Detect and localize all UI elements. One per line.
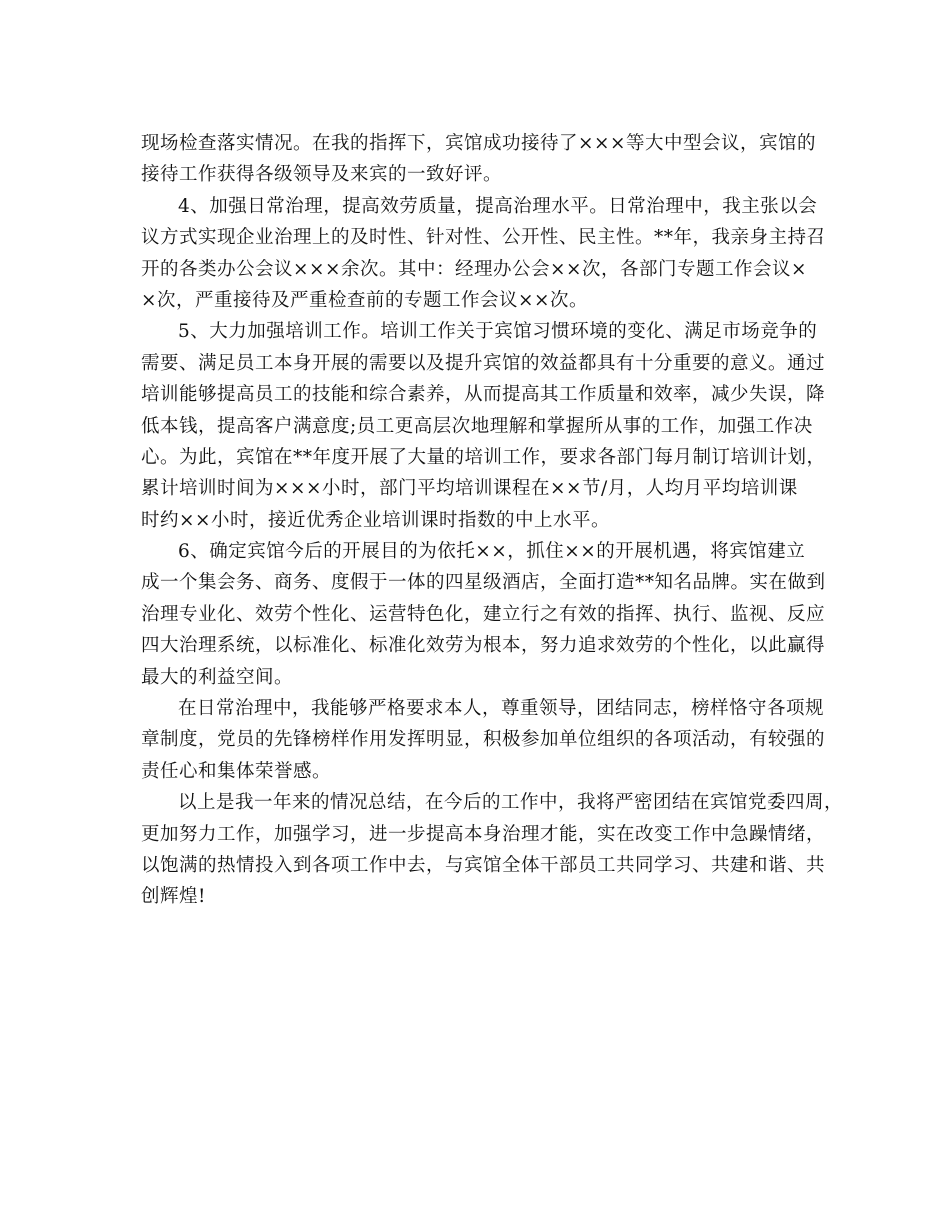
text-line: 培训能够提高员工的技能和综合素养，从而提高其工作质量和效率，减少失误，降 (141, 384, 826, 406)
text-line: 四大治理系统，以标准化、标准化效劳为根本，努力追求效劳的个性化，以此赢得 (141, 635, 826, 657)
paragraph-development-goals (141, 536, 826, 693)
paragraph-training-work (141, 316, 826, 536)
text-line: 责任心和集体荣誉感。 (141, 760, 332, 782)
text-line: 现场检查落实情况。在我的指挥下，宾馆成功接待了×××等大中型会议，宾馆的 (141, 133, 817, 154)
text-line: 累计培训时间为×××小时，部门平均培训课程在××节/月，人均月平均培训课 (141, 478, 798, 500)
text-line: 低本钱，提高客户满意度;员工更高层次地理解和掌握所从事的工作，加强工作决 (141, 415, 813, 437)
text-line: 成一个集会务、商务、度假于一体的四星级酒店，全面打造**知名品牌。实在做到 (141, 572, 826, 594)
text-line: 心。为此，宾馆在**年度开展了大量的培训工作，要求各部门每月制订培训计划， (141, 446, 826, 468)
paragraph-conclusion (141, 787, 844, 913)
text-line: 开的各类办公会议×××余次。其中：经理办公会××次，各部门专题工作会议× (141, 258, 808, 280)
text-line: 需要、满足员工本身开展的需要以及提升宾馆的效益都具有十分重要的意义。通过 (141, 352, 826, 374)
text-line: 6、确定宾馆今后的开展目的为依托××，抓住××的开展机遇，将宾馆建立 (178, 541, 806, 563)
text-line: 4、加强日常治理，提高效劳质量，提高治理水平。日常治理中，我主张以会 (178, 195, 818, 217)
text-line: 更加努力工作，加强学习，进一步提高本身治理才能，实在改变工作中急躁情绪， (141, 823, 826, 845)
text-line: 时约××小时，接近优秀企业培训课时指数的中上水平。 (141, 509, 611, 531)
text-line: 创辉煌! (141, 886, 206, 908)
text-line: 议方式实现企业治理上的及时性、针对性、公开性、民主性。**年，我亲身主持召 (141, 227, 826, 249)
text-line: 在日常治理中，我能够严格要求本人，尊重领导，团结同志，榜样恪守各项规 (178, 698, 825, 720)
paragraph-personal-conduct (141, 693, 826, 787)
text-line: 接待工作获得各级领导及来宾的一致好评。 (141, 164, 503, 186)
text-line: 5、大力加强培训工作。培训工作关于宾馆习惯环境的变化、满足市场竞争的 (178, 321, 818, 343)
text-line: 以上是我一年来的情况总结，在今后的工作中，我将严密团结在宾馆党委四周， (178, 792, 844, 814)
text-line: ×次，严重接待及严重检查前的专题工作会议××次。 (141, 289, 589, 311)
text-line: 章制度，党员的先锋榜样作用发挥明显，积极参加单位组织的各项活动，有较强的 (141, 729, 826, 751)
text-line: 最大的利益空间。 (141, 666, 294, 688)
paragraph-daily-management (141, 191, 826, 317)
text-line: 治理专业化、效劳个性化、运营特色化，建立行之有效的指挥、执行、监视、反应 (141, 603, 826, 625)
document-body (141, 128, 844, 913)
paragraph-reception-results (141, 128, 826, 191)
text-line: 以饱满的热情投入到各项工作中去，与宾馆全体干部员工共同学习、共建和谐、共 (141, 854, 826, 876)
